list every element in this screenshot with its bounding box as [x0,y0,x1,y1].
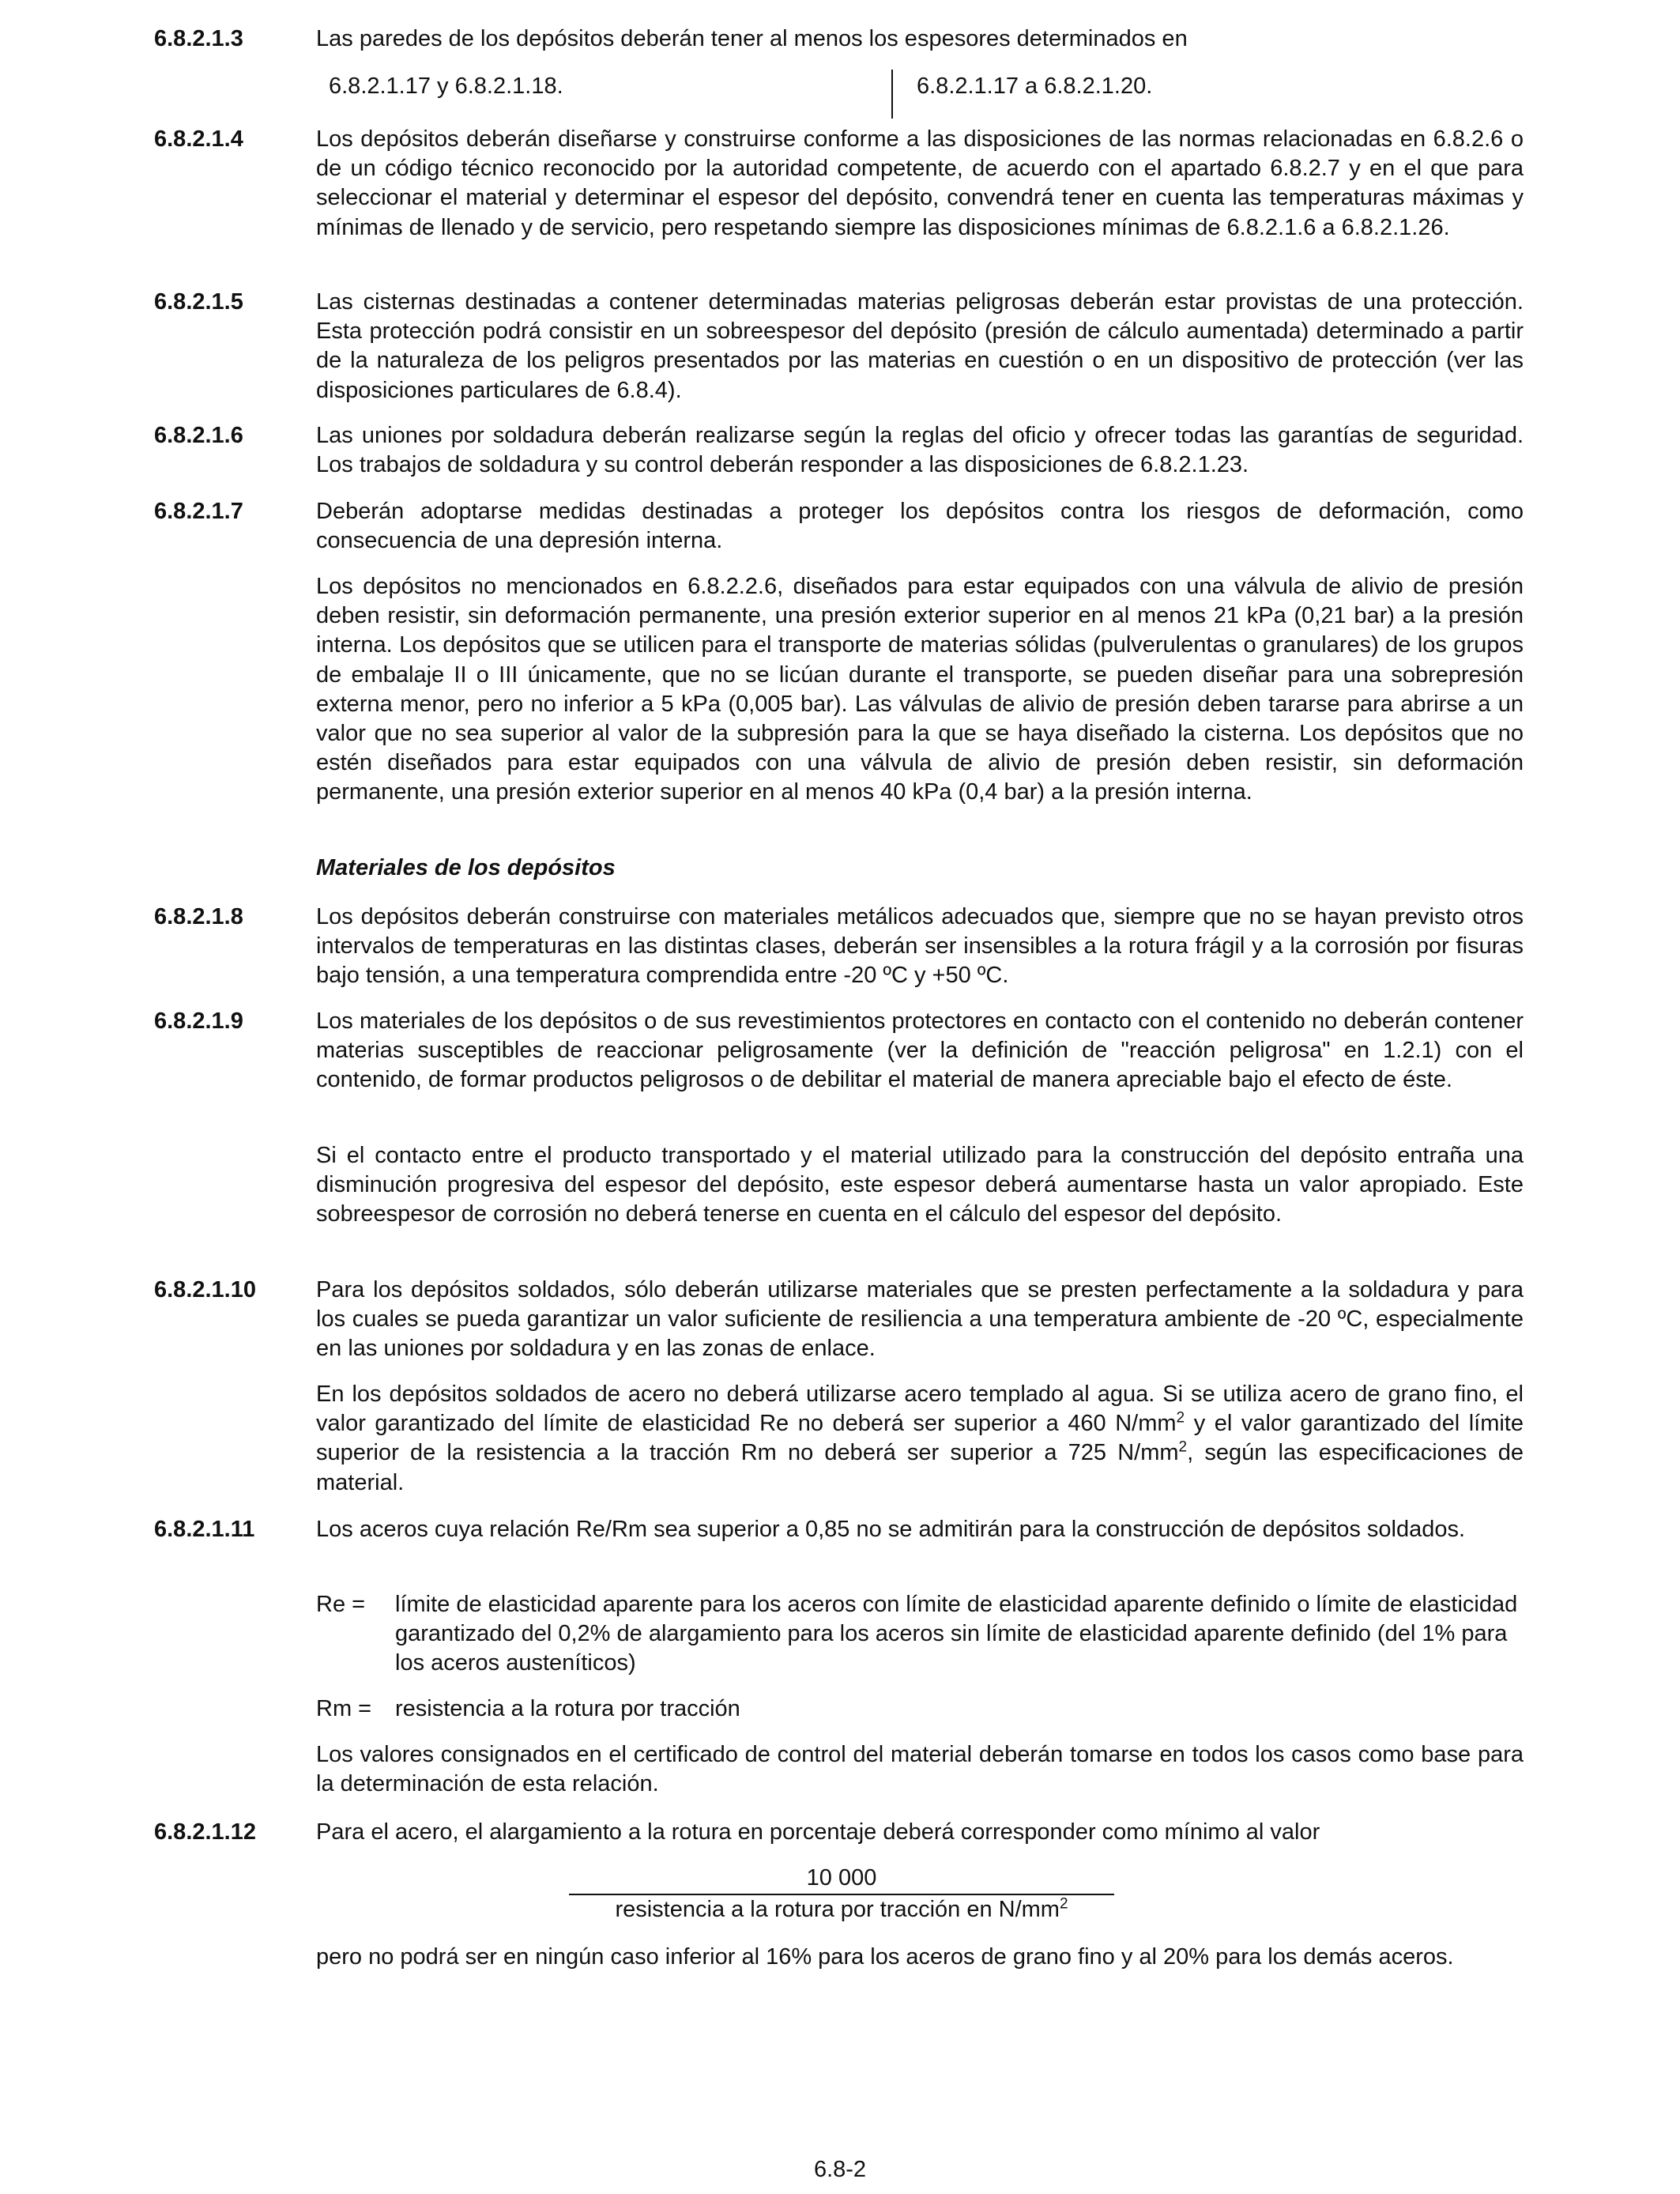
section-number: 6.8.2.1.10 [154,1277,256,1302]
fraction-denominator [569,1895,1114,1924]
paragraph: Si el contacto entre el producto transportado y el material utilizado para la construcción del depósito entraña una disminución progresiva del espesor del depósito, este espesor deberá aumentarse hasta un valor apropiado. Este sobreespesor de corrosión no deberá tenerse en cuenta en el cálculo del espesor del depósito. [316,1143,1524,1227]
superscript: 2 [1178,1438,1188,1456]
definition-label: Rm = [316,1696,372,1721]
paragraph: Los valores consignados en el certificado de control del material deberán tomarse en todos los casos como base para la determinación de esta relación. [316,1742,1524,1797]
section-text: Las uniones por soldadura deberán realizarse según la reglas del oficio y ofrecer todas las garantías de seguridad. Los trabajos de soldadura y su control deberán responder a las disposiciones de 6.8.2.1.23. [316,423,1524,478]
split-divider [891,70,893,119]
section-number: 6.8.2.1.3 [154,26,243,51]
section-number: 6.8.2.1.11 [154,1517,255,1542]
paragraph-part: y el valor garantizado del límite superior de la resistencia a la tracción Rm no deberá ser superior a 725 N/mm [316,1411,1524,1466]
section-text: Los materiales de los depósitos o de sus revestimientos protectores en contacto con el contenido no deberán contener materias susceptibles de reaccionar peligrosamente (ver la definición de "reacción peligrosa" en 1.2.1) con el contenido, de formar productos peligrosos o de debilitar el material de manera apreciable bajo el efecto de éste. [316,1008,1524,1093]
section-number: 6.8.2.1.5 [154,289,243,315]
paragraph: pero no podrá ser en ningún caso inferior al 16% para los aceros de grano fino y al 20% para los demás aceros. [316,1944,1454,1970]
section-number: 6.8.2.1.12 [154,1819,256,1845]
split-ref-right: 6.8.2.1.17 a 6.8.2.1.20. [917,74,1153,99]
definition-label: Re = [316,1592,366,1617]
section-number: 6.8.2.1.4 [154,126,243,152]
section-number: 6.8.2.1.8 [154,904,243,929]
section-number: 6.8.2.1.6 [154,423,243,448]
page-number: 6.8-2 [813,2157,867,2182]
section-number: 6.8.2.1.9 [154,1008,243,1034]
section-text: Para los depósitos soldados, sólo deberán utilizarse materiales que se presten perfectamente a la soldadura y para los cuales se pueda garantizar un valor suficiente de resiliencia a una temperatura ambiente de -20 ºC, especialmente en las uniones por soldadura y en las zonas de enlace. [316,1277,1524,1362]
section-text: Los aceros cuya relación Re/Rm sea superior a 0,85 no se admitirán para la construcción de depósitos soldados. [316,1517,1466,1542]
superscript: 2 [1059,1895,1068,1913]
fraction-denominator-text: resistencia a la rotura por tracción en N/mm [615,1897,1060,1922]
superscript: 2 [1176,1409,1185,1427]
section-text: Los depósitos deberán construirse con materiales metálicos adecuados que, siempre que no se hayan previsto otros intervalos de temperaturas en las distintas clases, deberán ser insensibles a la rotura frágil y a la corrosión por fisuras bajo tensión, a una temperatura comprendida entre -20 ºC y +50 ºC. [316,904,1524,989]
section-text: Deberán adoptarse medidas destinadas a proteger los depósitos contra los riesgos de deformación, como consecuencia de una depresión interna. [316,499,1524,554]
section-text: Las paredes de los depósitos deberán tener al menos los espesores determinados en [316,26,1188,51]
section-text: Para el acero, el alargamiento a la rotura en porcentaje deberá corresponder como mínimo al valor [316,1819,1320,1845]
fraction-numerator: 10 000 [806,1865,877,1891]
definition-text: resistencia a la rotura por tracción [395,1696,740,1721]
paragraph: Los depósitos no mencionados en 6.8.2.2.6, diseñados para estar equipados con una válvula de alivio de presión deben resistir, sin deformación permanente, una presión exterior superior en al menos 21 kPa (0,21 bar) a la presión interna. Los depósitos que se utilicen para el transporte de materias sólidas (pulverulentas o granulares) de los grupos de embalaje II o III únicamente, que no se licúan durante el transporte, se pueden diseñar para una sobrepresión externa menor, pero no inferior a 5 kPa (0,005 bar). Las válvulas de alivio de presión deben tararse para abrirse a un valor que no sea superior al valor de la subpresión para la que se haya diseñado la cisterna. Los depósitos que no estén diseñados para estar equipados con una válvula de alivio de presión deben resistir, sin deformación permanente, una presión exterior superior en al menos 40 kPa (0,4 bar) a la presión interna. [316,574,1524,805]
section-number: 6.8.2.1.7 [154,499,243,524]
subheading: Materiales de los depósitos [316,855,616,880]
section-text: Los depósitos deberán diseñarse y construirse conforme a las disposiciones de las normas relacionadas en 6.8.2.6 o de un código técnico reconocido por la autoridad competente, de acuerdo con el apartado 6.8.2.7 y en el que para seleccionar el material y determinar el espesor del depósito, convendrá tener en cuenta las temperaturas máximas y mínimas de llenado y de servicio, pero respetando siempre las disposiciones mínimas de 6.8.2.1.6 a 6.8.2.1.26. [316,126,1524,240]
paragraph-superscript [316,1380,1524,1498]
paragraph-part: , según las especificaciones de material. [316,1440,1524,1495]
definition-text: límite de elasticidad aparente para los aceros con límite de elasticidad aparente definido o límite de elasticidad garantizado del 0,2% de alargamiento para los aceros sin límite de elasticidad aparente definido (del 1% para los aceros austeníticos) [395,1592,1518,1676]
paragraph-part: En los depósitos soldados de acero no deberá utilizarse acero templado al agua. Si se utiliza acero de grano fino, el valor garantizado del límite de elasticidad Re no deberá ser superior a 460 N/mm [316,1382,1524,1437]
section-text: Las cisternas destinadas a contener determinadas materias peligrosas deberán estar provistas de una protección. Esta protección podrá consistir en un sobreespesor del depósito (presión de cálculo aumentada) determinado a partir de la naturaleza de los peligros presentados por las materias en cuestión o en un dispositivo de protección (ver las disposiciones particulares de 6.8.4). [316,289,1524,403]
split-ref-left: 6.8.2.1.17 y 6.8.2.1.18. [329,74,563,99]
